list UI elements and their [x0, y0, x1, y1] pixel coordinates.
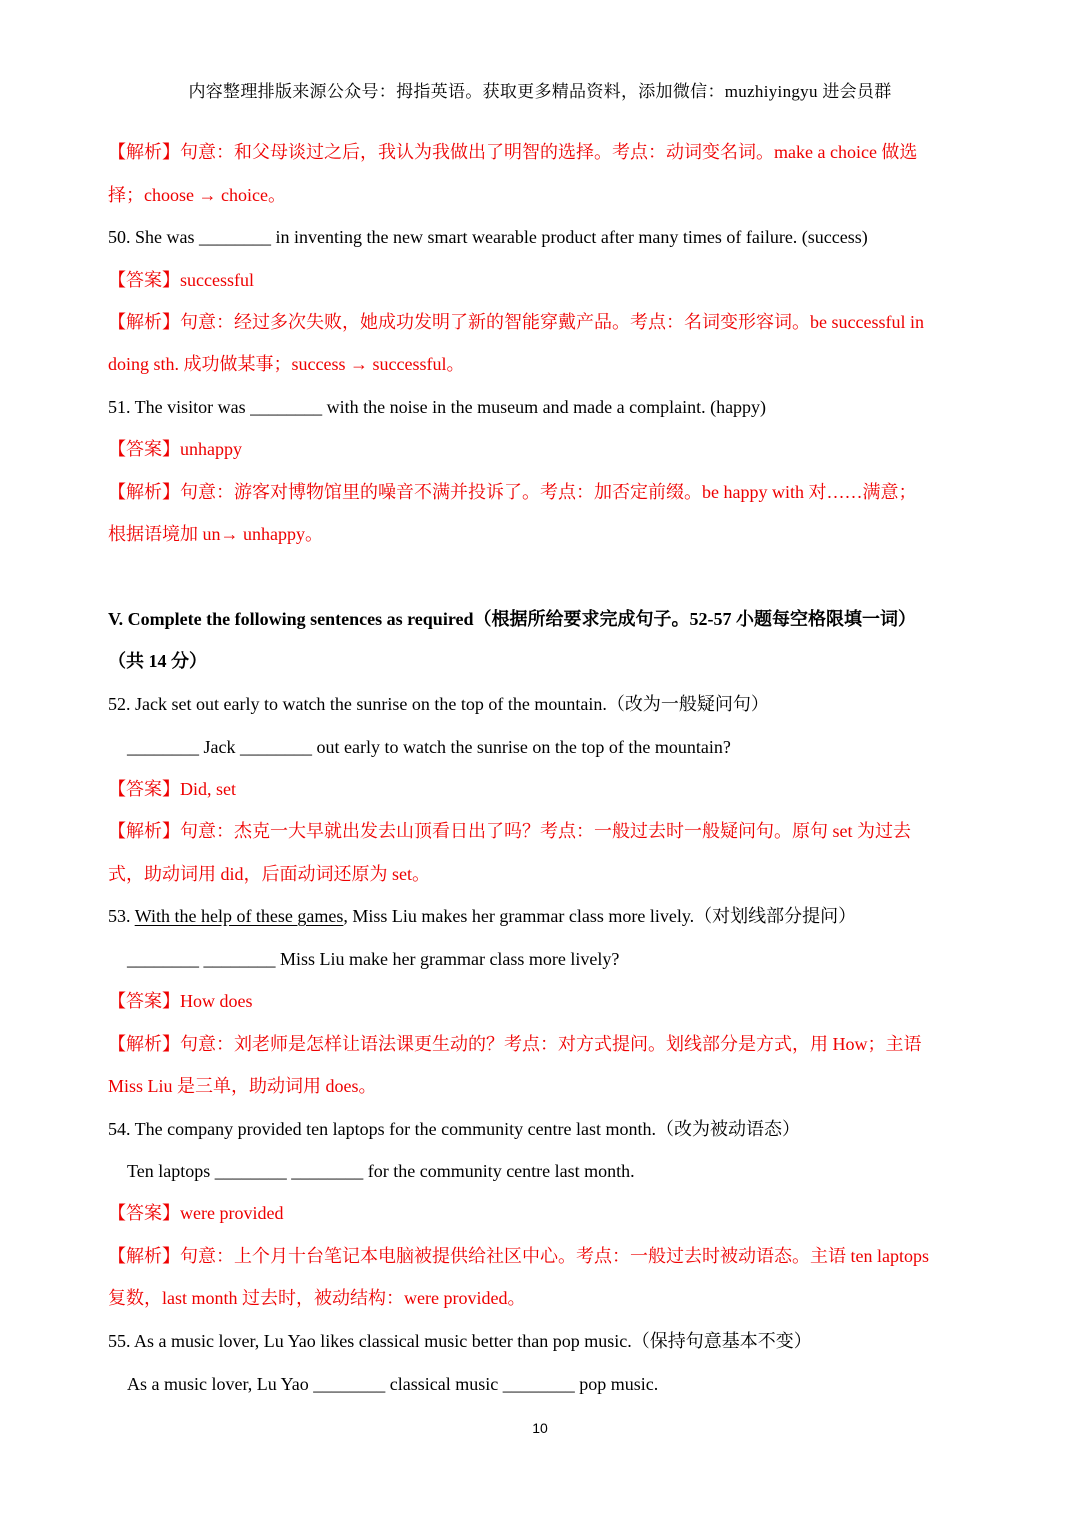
q53-blank-line: ________ ________ Miss Liu make her grammar class more lively?	[127, 949, 620, 969]
q52-analysis-line-2: 式，助动词用 did，后面动词还原为 set。	[108, 864, 430, 884]
q52-question: 52. Jack set out early to watch the sunrise on the top of the mountain.（改为一般疑问句）	[108, 694, 769, 714]
page-header: 内容整理排版来源公众号：拇指英语。获取更多精品资料，添加微信：muzhiyingyu 进会员群	[188, 82, 892, 101]
q55-question: 55. As a music lover, Lu Yao likes classical music better than pop music.（保持句意基本不变）	[108, 1331, 812, 1351]
q53-question-rest: , Miss Liu makes her grammar class more lively.（对划线部分提问）	[343, 906, 857, 926]
section-v-title-line-2: （共 14 分）	[108, 651, 207, 671]
q53-analysis-line-2: Miss Liu 是三单，助动词用 does。	[108, 1076, 377, 1096]
q53-analysis-line-1: 【解析】句意：刘老师是怎样让语法课更生动的？考点：对方式提问。划线部分是方式，用 How；主语	[108, 1034, 922, 1054]
q51-question: 51. The visitor was ________ with the noise in the museum and made a complaint. (happy)	[108, 397, 767, 417]
q52-answer: 【答案】Did, set	[108, 779, 236, 799]
q55-blank-line: As a music lover, Lu Yao ________ classical music ________ pop music.	[127, 1374, 659, 1394]
q51-analysis-line-1: 【解析】句意：游客对博物馆里的噪音不满并投诉了。考点：加否定前缀。be happy with 对……满意；	[108, 482, 917, 502]
q51-analysis-line-2: 根据语境加 un→ unhappy。	[108, 524, 323, 544]
q50-analysis-line-1: 【解析】句意：经过多次失败，她成功发明了新的智能穿戴产品。考点：名词变形容词。be successful in	[108, 312, 924, 332]
q50-question: 50. She was ________ in inventing the new smart wearable product after many times of failure. (success)	[108, 227, 868, 247]
q54-blank-line: Ten laptops ________ ________ for the community centre last month.	[127, 1161, 635, 1181]
q53-answer: 【答案】How does	[108, 991, 253, 1011]
q52-analysis-line-1: 【解析】句意：杰克一大早就出发去山顶看日出了吗？考点：一般过去时一般疑问句。原句 set 为过去	[108, 821, 911, 841]
q49-analysis-line-1: 【解析】句意：和父母谈过之后，我认为我做出了明智的选择。考点：动词变名词。make a choice 做选	[108, 142, 918, 162]
q51-answer: 【答案】unhappy	[108, 439, 242, 459]
q54-answer: 【答案】were provided	[108, 1203, 284, 1223]
q53-question	[108, 904, 968, 928]
q53-question-prefix: 53.	[108, 906, 135, 926]
q54-analysis-line-1: 【解析】句意：上个月十台笔记本电脑被提供给社区中心。考点：一般过去时被动语态。主语 ten laptops	[108, 1246, 929, 1266]
q54-question: 54. The company provided ten laptops for the community centre last month.（改为被动语态）	[108, 1119, 801, 1139]
q49-analysis-line-2: 择；choose → choice。	[108, 185, 286, 205]
page-number: 10	[532, 1420, 548, 1436]
section-v-title-line-1: V. Complete the following sentences as required（根据所给要求完成句子。52-57 小题每空格限填一词）	[108, 609, 916, 629]
q53-underlined-phrase: With the help of these games	[134, 906, 344, 926]
q52-blank-line: ________ Jack ________ out early to watch the sunrise on the top of the mountain?	[127, 737, 731, 757]
q50-answer: 【答案】successful	[108, 270, 254, 290]
q50-analysis-line-2: doing sth. 成功做某事；success → successful。	[108, 354, 465, 374]
q54-analysis-line-2: 复数，last month 过去时，被动结构：were provided。	[108, 1288, 526, 1308]
